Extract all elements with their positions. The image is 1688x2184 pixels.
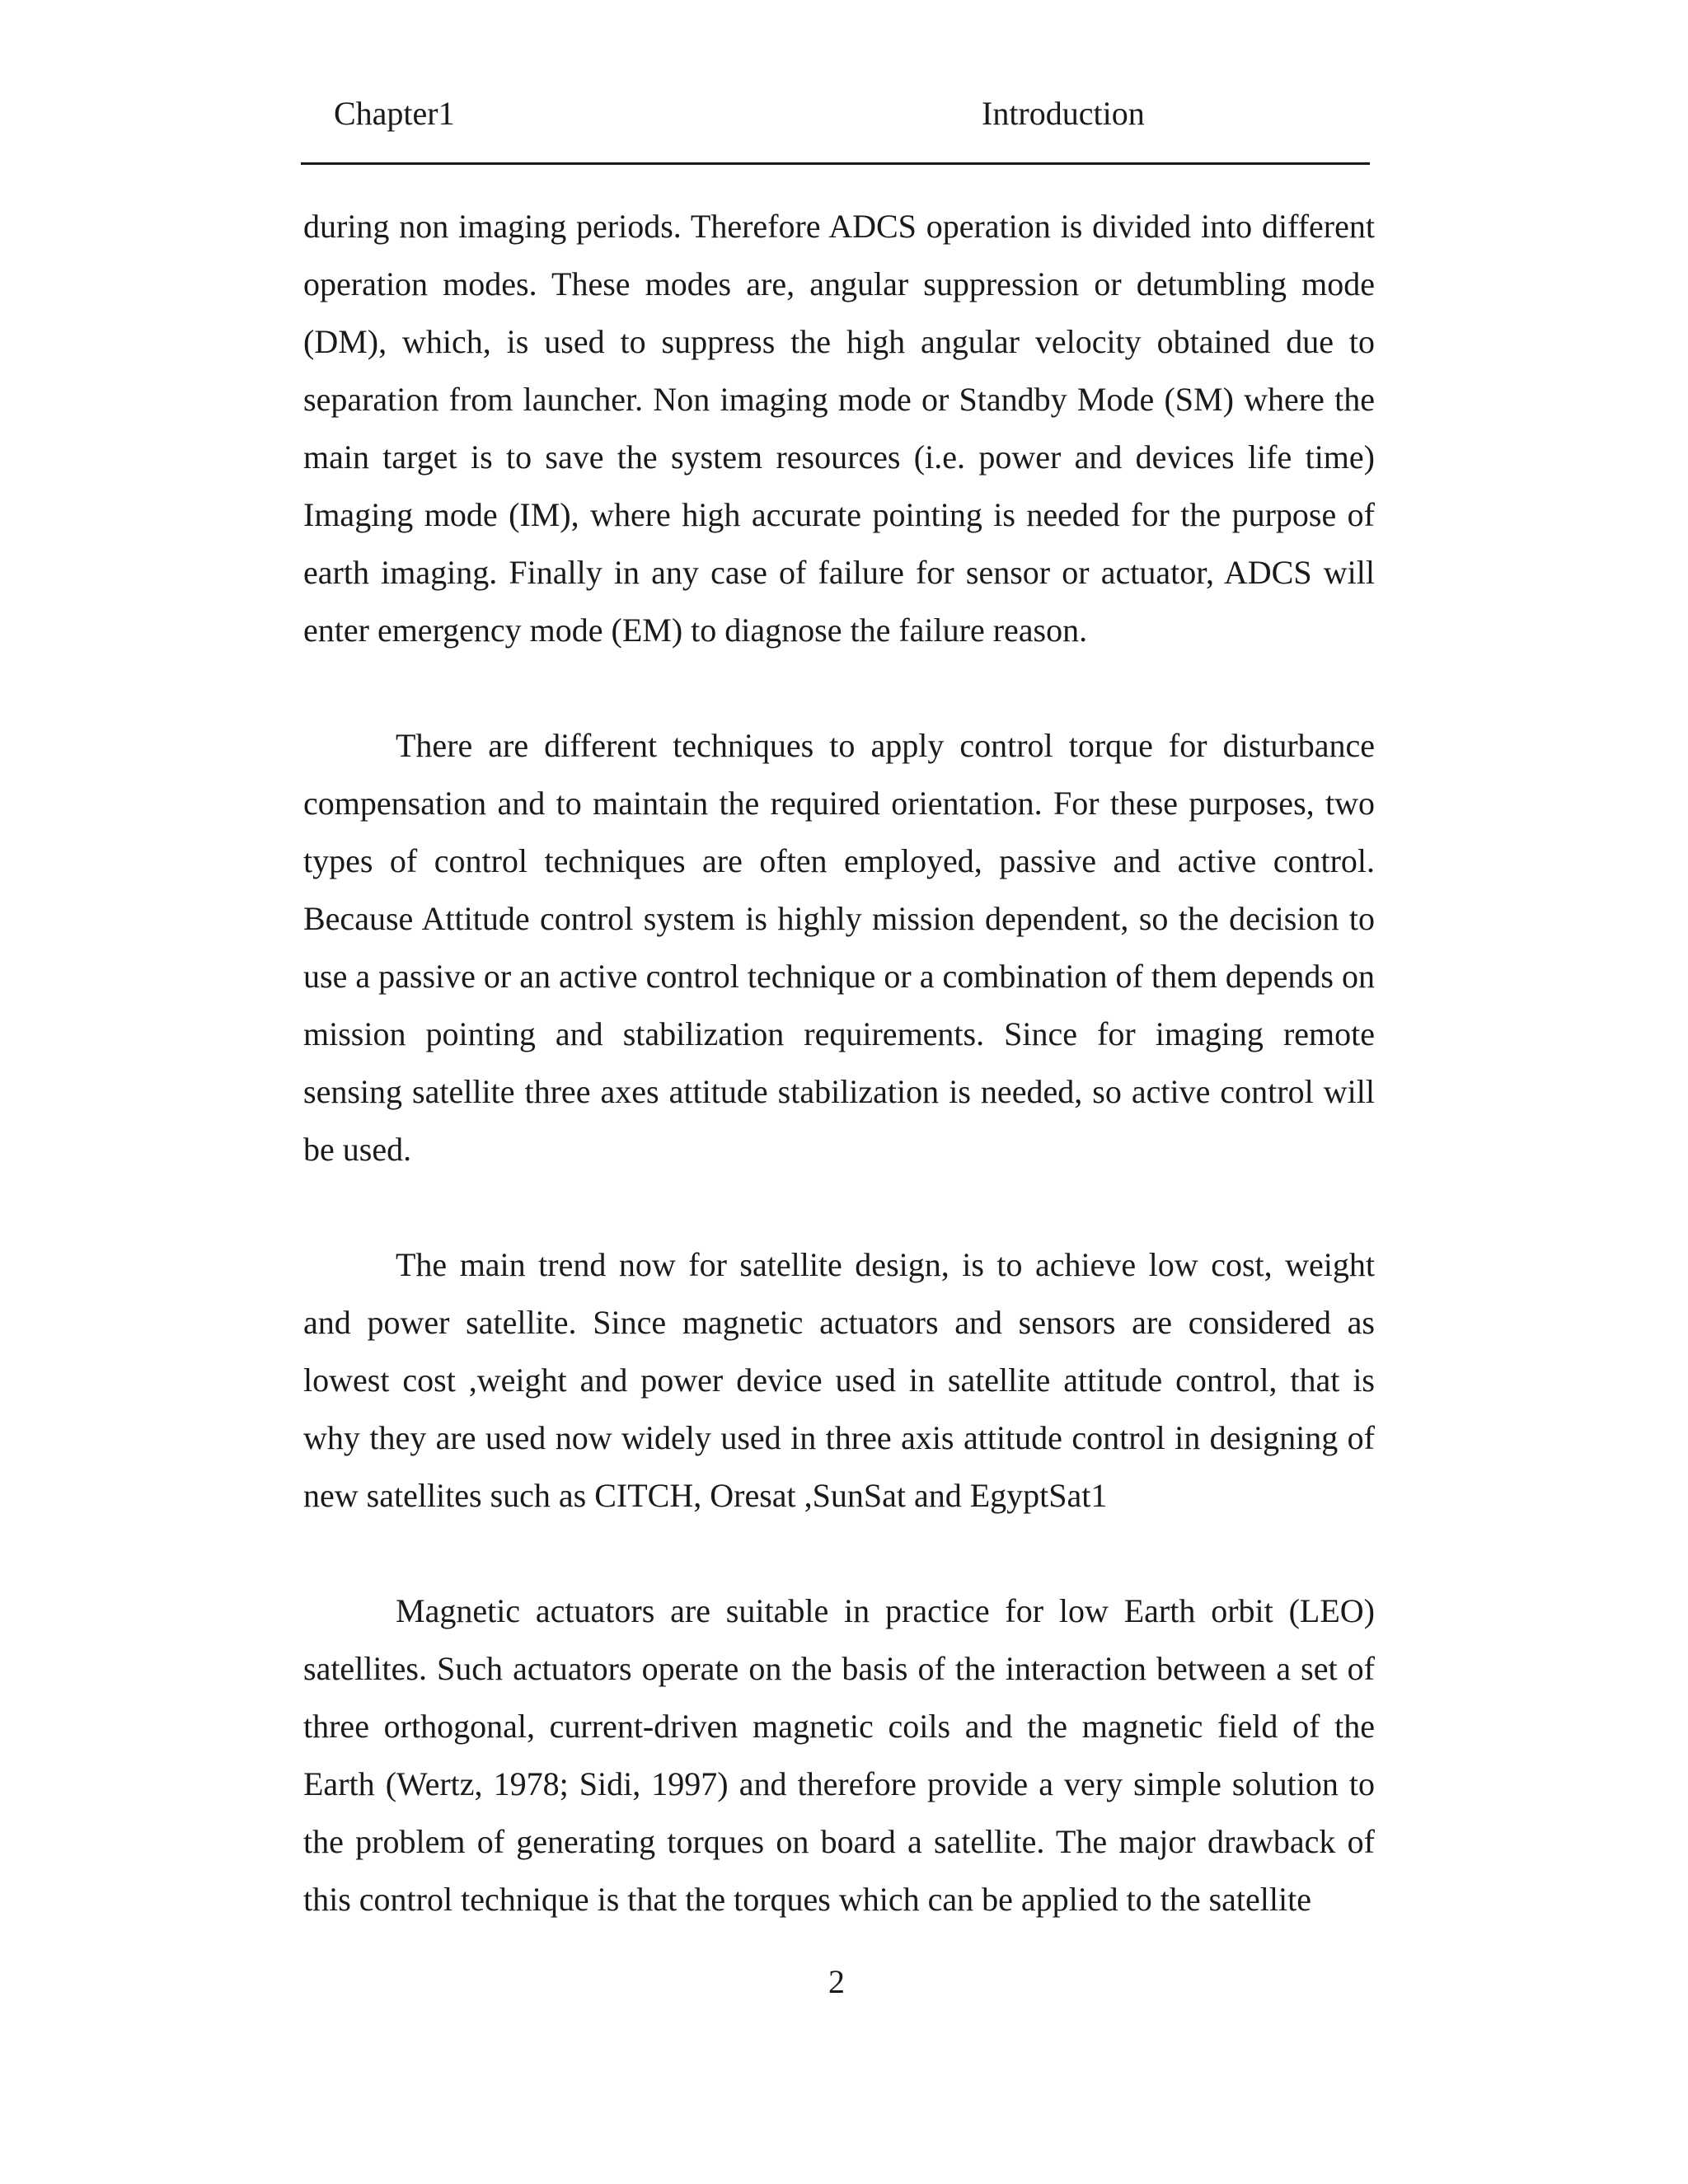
page-number: 2 xyxy=(828,1963,845,2000)
paragraph-control-techniques: There are different techniques to apply control torque for disturbance compensation and to maintain the required orientation. For these purposes, two types of control techniques are often employed, passive and active control. Because Attitude control system is highly mission dependent, so the decision to use a passive or an active control technique or a combination of them depends on mission pointing and stabilization requirements. Since for imaging remote sensing satellite three axes attitude stabilization is needed, so active control will be used. xyxy=(303,727,1375,1168)
header-chapter-title: Chapter1 xyxy=(334,95,455,132)
paragraph-design-trend: The main trend now for satellite design, is to achieve low cost, weight and power satellite. Since magnetic actuators and sensors are considered as lowest cost ,weight and power device used in satellite attitude control, that is why they are used now widely used in three axis attitude control in designing of new satellites such as CITCH, Oresat ,SunSat and EgyptSat1 xyxy=(303,1246,1375,1514)
body-text xyxy=(303,198,1375,1929)
header-divider xyxy=(301,162,1370,165)
header-section-title: Introduction xyxy=(982,95,1145,132)
paragraph-magnetic-actuators: Magnetic actuators are suitable in practice for low Earth orbit (LEO) satellites. Such actuators operate on the basis of the interaction between a set of three orthogonal, current-driven magnetic coils and the magnetic field of the Earth (Wertz, 1978; Sidi, 1997) and therefore provide a very simple solution to the problem of generating torques on board a satellite. The major drawback of this control technique is that the torques which can be applied to the satellite xyxy=(303,1592,1375,1918)
page-header xyxy=(301,89,1370,138)
paragraph-adcs-modes: during non imaging periods. Therefore ADCS operation is divided into different operation modes. These modes are, angular suppression or detumbling mode (DM), which, is used to suppress the high angular velocity obtained due to separation from launcher. Non imaging mode or Standby Mode (SM) where the main target is to save the system resources (i.e. power and devices life time) Imaging mode (IM), where high accurate pointing is needed for the purpose of earth imaging. Finally in any case of failure for sensor or actuator, ADCS will enter emergency mode (EM) to diagnose the failure reason. xyxy=(303,208,1375,649)
